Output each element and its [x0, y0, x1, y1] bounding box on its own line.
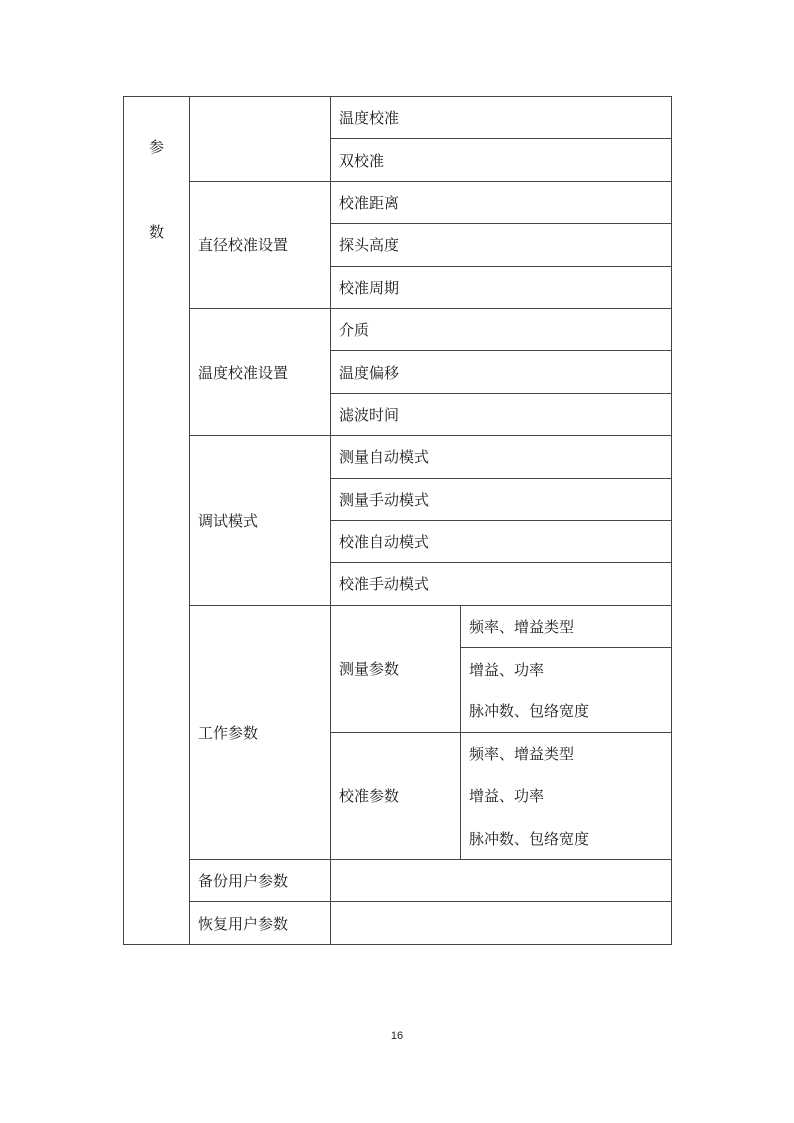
item-temperature-offset: 温度偏移 — [331, 351, 672, 393]
group-temperature-calibration: 温度校准设置 — [190, 308, 331, 435]
group-work-parameters: 工作参数 — [190, 605, 331, 859]
item-calibration-period: 校准周期 — [331, 266, 672, 308]
item-filter-time: 滤波时间 — [331, 393, 672, 435]
page-number: 16 — [390, 1030, 404, 1042]
table-row — [124, 308, 672, 350]
backup-user-params-value — [331, 860, 672, 902]
table-row — [124, 860, 672, 902]
item-probe-height: 探头高度 — [331, 224, 672, 266]
item-calib-manual-mode: 校准手动模式 — [331, 563, 672, 605]
calib-param-line-1: 频率、增益类型 — [461, 732, 672, 774]
item-measure-auto-mode: 测量自动模式 — [331, 436, 672, 478]
table-row — [124, 97, 672, 139]
calib-param-line-2: 增益、功率 — [461, 775, 672, 817]
measure-params-label: 测量参数 — [331, 605, 461, 732]
restore-user-params: 恢复用户参数 — [190, 902, 331, 944]
parameter-table — [123, 96, 672, 945]
item-dual-calibration: 双校准 — [331, 139, 672, 181]
group-diameter-calibration: 直径校准设置 — [190, 181, 331, 308]
measure-param-line-2: 增益、功率 — [461, 648, 672, 690]
section-label: 参数 — [149, 138, 165, 241]
calib-param-line-3: 脉冲数、包络宽度 — [461, 817, 672, 859]
item-calibration-distance: 校准距离 — [331, 181, 672, 223]
group-cell-empty — [190, 97, 331, 182]
backup-user-params: 备份用户参数 — [190, 860, 331, 902]
restore-user-params-value — [331, 902, 672, 944]
item-measure-manual-mode: 测量手动模式 — [331, 478, 672, 520]
measure-param-line-1: 频率、增益类型 — [461, 605, 672, 647]
group-debug-mode: 调试模式 — [190, 436, 331, 606]
section-label-cell — [124, 97, 190, 945]
calib-params-label: 校准参数 — [331, 732, 461, 859]
table-row — [124, 436, 672, 478]
table-row — [124, 605, 672, 647]
item-temperature-calibration: 温度校准 — [331, 97, 672, 139]
measure-param-line-3: 脉冲数、包络宽度 — [461, 690, 672, 732]
item-medium: 介质 — [331, 308, 672, 350]
item-calib-auto-mode: 校准自动模式 — [331, 520, 672, 562]
table-row — [124, 181, 672, 223]
table-row — [124, 902, 672, 944]
